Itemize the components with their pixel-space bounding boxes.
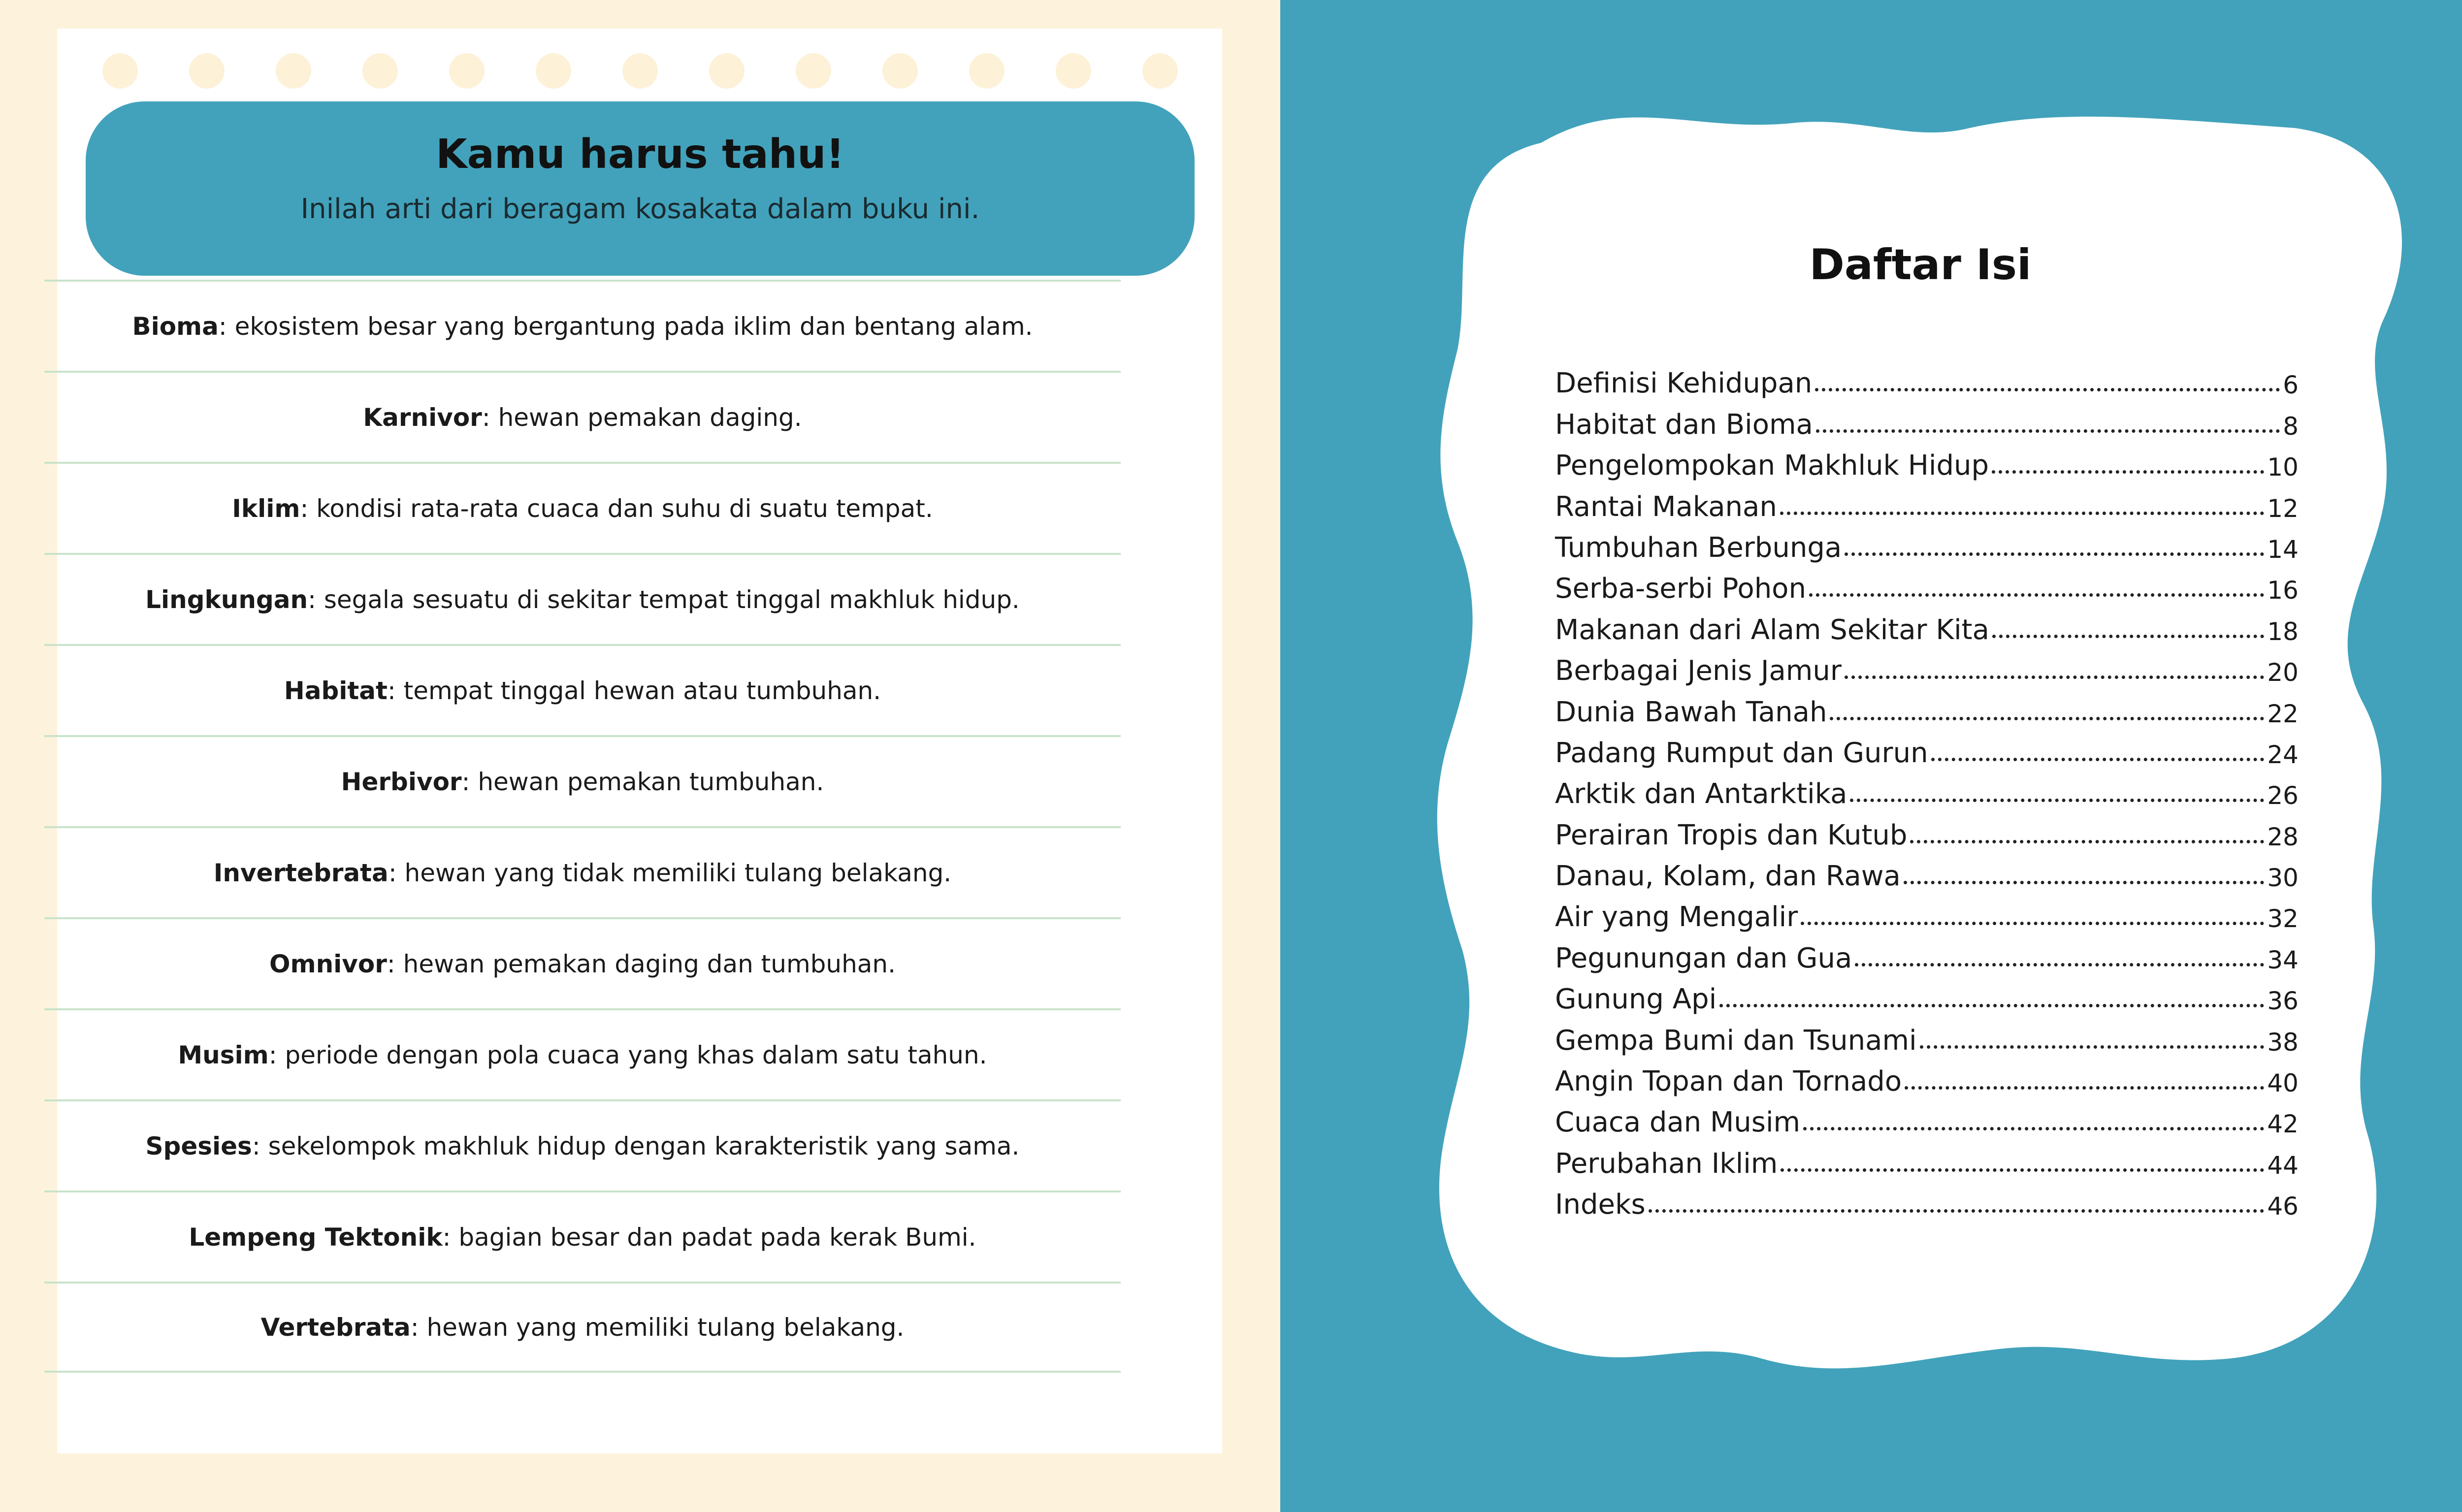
toc-entry-label: Habitat dan Bioma <box>1555 408 1813 441</box>
glossary-entry <box>44 371 1121 462</box>
toc-entry-label: Pegunungan dan Gua <box>1555 942 1852 974</box>
toc-entry <box>1555 1015 2299 1056</box>
toc-entry-label: Danau, Kolam, dan Rawa <box>1555 860 1901 893</box>
toc-dot-leader <box>1855 963 2264 966</box>
glossary-entry <box>44 1282 1121 1373</box>
toc-dot-leader <box>1801 922 2264 925</box>
binding-hole <box>622 53 658 89</box>
toc-entry <box>1555 399 2299 440</box>
toc-entry-page: 22 <box>2267 699 2299 728</box>
toc-entry <box>1555 687 2299 728</box>
toc-entry-page: 12 <box>2267 494 2299 523</box>
glossary-entry <box>44 917 1121 1008</box>
toc-dot-leader <box>1910 840 2264 843</box>
toc-entry-page: 42 <box>2267 1110 2299 1139</box>
toc-entry-label: Indeks <box>1555 1189 1646 1221</box>
toc-entry-page: 44 <box>2267 1151 2299 1180</box>
glossary-term: Invertebrata <box>213 858 389 887</box>
glossary-list <box>44 280 1121 1373</box>
glossary-subtitle: Inilah arti dari beragam kosakata dalam buku ini. <box>300 193 980 225</box>
toc-dot-leader <box>1809 593 2264 597</box>
toc-entry-page: 14 <box>2267 535 2299 564</box>
binding-hole <box>1142 53 1178 89</box>
toc-entry-label: Angin Topan dan Tornado <box>1555 1065 1902 1098</box>
toc-entry-label: Berbagai Jenis Jamur <box>1555 655 1842 687</box>
toc-entry <box>1555 728 2299 769</box>
notepad-binding-holes <box>57 53 1222 93</box>
glossary-entry <box>44 826 1121 917</box>
binding-hole <box>189 53 225 89</box>
glossary-entry <box>44 462 1121 553</box>
glossary-term: Iklim <box>232 494 300 523</box>
toc-entry-label: Rantai Makanan <box>1555 490 1777 523</box>
toc-entry-label: Makanan dari Alam Sekitar Kita <box>1555 613 1989 646</box>
toc-dot-leader <box>1904 881 2265 884</box>
toc-entry-page: 28 <box>2267 822 2299 851</box>
toc-entry-page: 20 <box>2267 658 2299 687</box>
toc-entry-label: Cuaca dan Musim <box>1555 1106 1801 1139</box>
glossary-title: Kamu harus tahu! <box>436 131 844 178</box>
glossary-term: Omnivor <box>269 949 387 978</box>
toc-entry-label: Pengelompokan Makhluk Hidup <box>1555 450 1989 482</box>
glossary-definition: : ekosistem besar yang bergantung pada iklim dan bentang alam. <box>218 312 1033 341</box>
toc-dot-leader <box>1931 758 2265 761</box>
toc-dot-leader <box>1850 799 2264 802</box>
glossary-definition: : kondisi rata-rata cuaca dan suhu di suatu tempat. <box>300 494 933 523</box>
glossary-term: Karnivor <box>363 403 482 432</box>
glossary-entry <box>44 553 1121 644</box>
binding-hole <box>796 53 831 89</box>
glossary-definition: : hewan yang tidak memiliki tulang belakang. <box>388 858 952 887</box>
toc-entry-label: Air yang Mengalir <box>1555 901 1798 933</box>
toc-entry <box>1555 974 2299 1015</box>
toc-entry-label: Gempa Bumi dan Tsunami <box>1555 1024 1917 1057</box>
glossary-definition: : hewan pemakan daging. <box>482 403 802 432</box>
glossary-term: Musim <box>178 1040 269 1069</box>
toc-entry <box>1555 1057 2299 1097</box>
glossary-definition: : bagian besar dan padat pada kerak Bumi. <box>442 1222 976 1252</box>
toc-dot-leader <box>1830 717 2264 720</box>
toc-entry-page: 46 <box>2267 1192 2299 1221</box>
toc-dot-leader <box>1803 1127 2264 1130</box>
toc-entry-page: 36 <box>2267 987 2299 1016</box>
toc-entry-label: Padang Rumput dan Gurun <box>1555 737 1928 769</box>
toc-entry-page: 6 <box>2283 371 2299 400</box>
binding-hole <box>276 53 311 89</box>
toc-dot-leader <box>1780 512 2265 515</box>
toc-dot-leader <box>1815 388 2280 391</box>
toc-entry-label: Dunia Bawah Tanah <box>1555 696 1827 728</box>
glossary-term: Bioma <box>132 312 219 341</box>
toc-dot-leader <box>1905 1086 2264 1090</box>
glossary-term: Lempeng Tektonik <box>189 1222 443 1252</box>
toc-entry <box>1555 1138 2299 1179</box>
toc-entry-label: Serba-serbi Pohon <box>1555 573 1806 605</box>
glossary-definition: : tempat tinggal hewan atau tumbuhan. <box>387 676 881 705</box>
toc-dot-leader <box>1845 552 2264 556</box>
toc-entry-page: 38 <box>2267 1028 2299 1057</box>
toc-entry <box>1555 769 2299 810</box>
toc-dot-leader <box>1992 470 2264 474</box>
toc-entry-label: Definisi Kehidupan <box>1555 367 1813 400</box>
glossary-term: Habitat <box>284 676 388 705</box>
toc-dot-leader <box>1845 676 2265 679</box>
toc-entry-label: Tumbuhan Berbunga <box>1555 531 1842 564</box>
toc-entry-page: 30 <box>2267 864 2299 893</box>
toc-entry-label: Perairan Tropis dan Kutub <box>1555 819 1908 851</box>
toc-entry-label: Perubahan Iklim <box>1555 1147 1778 1180</box>
glossary-entry <box>44 1190 1121 1282</box>
glossary-term: Herbivor <box>341 767 462 796</box>
binding-hole <box>449 53 485 89</box>
glossary-definition: : hewan pemakan daging dan tumbuhan. <box>387 949 896 978</box>
toc-entry-page: 24 <box>2267 740 2299 769</box>
glossary-entry <box>44 1099 1121 1190</box>
toc-entry <box>1555 358 2299 399</box>
toc-entry <box>1555 605 2299 645</box>
binding-hole <box>362 53 398 89</box>
toc-dot-leader <box>1816 429 2280 433</box>
glossary-term: Lingkungan <box>145 585 308 614</box>
binding-hole <box>882 53 918 89</box>
toc-entry-page: 8 <box>2283 412 2299 441</box>
glossary-entry <box>44 1008 1121 1099</box>
toc-dot-leader <box>1781 1168 2264 1172</box>
glossary-definition: : segala sesuatu di sekitar tempat tinggal makhluk hidup. <box>308 585 1020 614</box>
toc-entry-page: 10 <box>2267 453 2299 482</box>
toc-entry <box>1555 1180 2299 1221</box>
toc-entry-page: 26 <box>2267 781 2299 810</box>
glossary-entry <box>44 644 1121 735</box>
toc-entry <box>1555 933 2299 974</box>
toc-entry <box>1555 564 2299 605</box>
toc-entry <box>1555 646 2299 687</box>
glossary-definition: : hewan yang memiliki tulang belakang. <box>410 1313 905 1342</box>
toc-entry <box>1555 1097 2299 1138</box>
toc-dot-leader <box>1719 1004 2264 1007</box>
toc-entry-label: Arktik dan Antarktika <box>1555 778 1847 810</box>
glossary-definition: : periode dengan pola cuaca yang khas dalam satu tahun. <box>268 1040 987 1069</box>
toc-entry-page: 32 <box>2267 904 2299 933</box>
glossary-entry <box>44 280 1121 371</box>
toc-dot-leader <box>1920 1045 2265 1049</box>
glossary-definition: : sekelompok makhluk hidup dengan karakteristik yang sama. <box>252 1131 1020 1160</box>
toc-entry <box>1555 482 2299 522</box>
toc-entry <box>1555 523 2299 564</box>
binding-hole <box>969 53 1004 89</box>
toc-dot-leader <box>1992 635 2264 638</box>
toc-entry-page: 18 <box>2267 617 2299 646</box>
binding-hole <box>102 53 138 89</box>
toc-entry-page: 34 <box>2267 945 2299 974</box>
toc-entry-page: 40 <box>2267 1069 2299 1098</box>
toc-entry-page: 16 <box>2267 576 2299 605</box>
binding-hole <box>536 53 571 89</box>
toc-entry <box>1555 851 2299 892</box>
glossary-banner <box>86 101 1195 276</box>
toc-title: Daftar Isi <box>1809 240 2032 290</box>
glossary-term: Spesies <box>145 1131 252 1160</box>
toc-entry <box>1555 441 2299 482</box>
glossary-entry <box>44 735 1121 826</box>
binding-hole <box>709 53 745 89</box>
binding-hole <box>1056 53 1091 89</box>
toc-entry <box>1555 892 2299 933</box>
toc-dot-leader <box>1649 1209 2265 1213</box>
glossary-definition: : hewan pemakan tumbuhan. <box>461 767 824 796</box>
toc-list <box>1555 358 2299 1221</box>
toc-entry <box>1555 810 2299 851</box>
toc-entry-label: Gunung Api <box>1555 983 1717 1016</box>
glossary-term: Vertebrata <box>260 1313 411 1342</box>
